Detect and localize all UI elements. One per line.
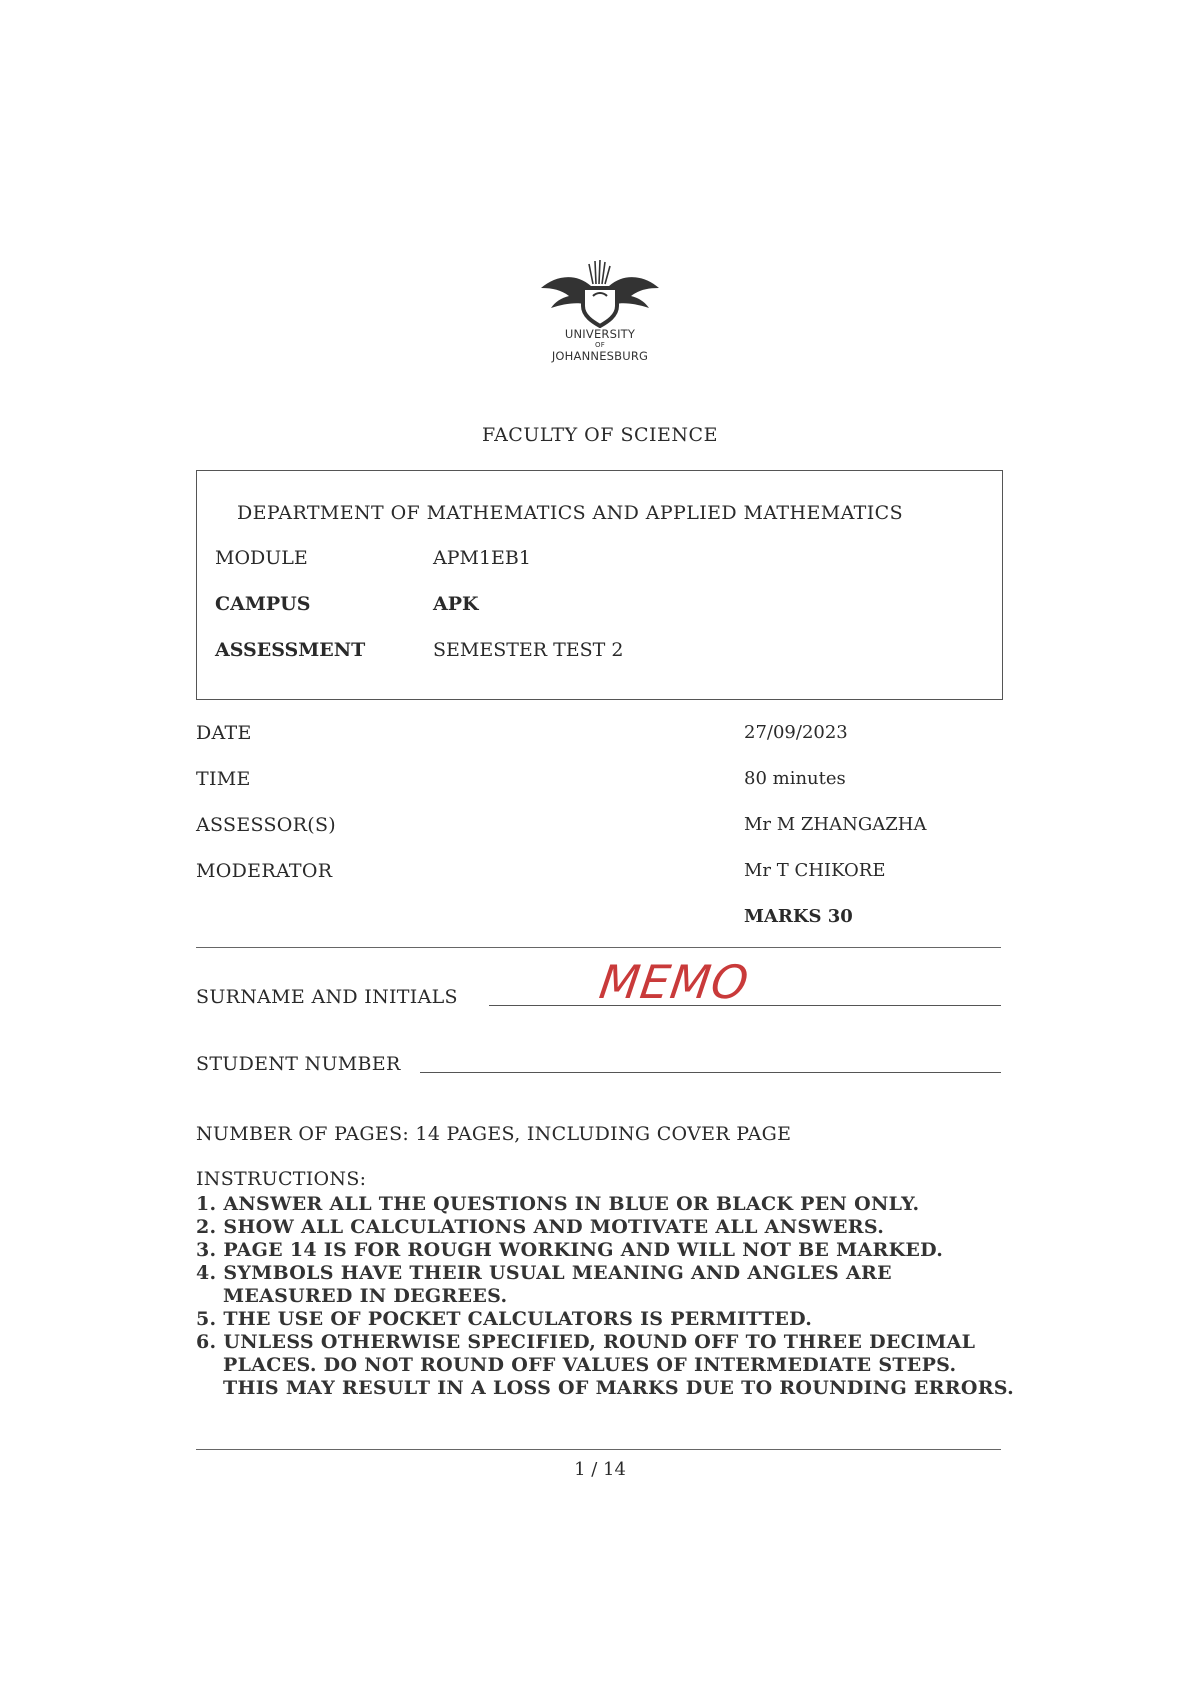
campus-value: APK xyxy=(433,593,479,615)
moderator-value: Mr T CHIKORE xyxy=(744,860,886,881)
instruction-item: 3. PAGE 14 IS FOR ROUGH WORKING AND WILL NOT BE MARKED. xyxy=(196,1239,944,1261)
instruction-item: 1. ANSWER ALL THE QUESTIONS IN BLUE OR BLACK PEN ONLY. xyxy=(196,1193,920,1215)
time-value: 80 minutes xyxy=(744,768,846,789)
instruction-item: 5. THE USE OF POCKET CALCULATORS IS PERMITTED. xyxy=(196,1308,813,1330)
student-number-line[interactable] xyxy=(420,1072,1001,1073)
date-value: 27/09/2023 xyxy=(744,722,848,743)
university-logo xyxy=(530,258,670,384)
module-label: MODULE xyxy=(215,547,308,569)
instruction-item: 2. SHOW ALL CALCULATIONS AND MOTIVATE ALL ANSWERS. xyxy=(196,1216,885,1238)
instructions-heading: INSTRUCTIONS: xyxy=(196,1168,367,1190)
department-title: DEPARTMENT OF MATHEMATICS AND APPLIED MATHEMATICS xyxy=(237,502,904,524)
logo-text-university: UNIVERSITY xyxy=(564,327,636,341)
assessor-label: ASSESSOR(S) xyxy=(196,814,337,836)
instruction-item: 4. SYMBOLS HAVE THEIR USUAL MEANING AND ANGLES ARE MEASURED IN DEGREES. xyxy=(196,1262,892,1307)
assessor-value: Mr M ZHANGAZHA xyxy=(744,814,927,835)
logo-text-johannesburg: JOHANNESBURG xyxy=(551,349,649,363)
assessment-value: SEMESTER TEST 2 xyxy=(433,639,624,661)
module-value: APM1EB1 xyxy=(433,547,531,569)
handwritten-memo: MEMO xyxy=(596,955,753,1009)
time-label: TIME xyxy=(196,768,251,790)
assessment-label: ASSESSMENT xyxy=(215,639,366,661)
moderator-label: MODERATOR xyxy=(196,860,333,882)
divider-top xyxy=(196,947,1001,948)
logo-text-of: OF xyxy=(595,341,605,349)
instructions-list xyxy=(196,1193,1016,1400)
surname-label: SURNAME AND INITIALS xyxy=(196,986,458,1008)
number-of-pages: NUMBER OF PAGES: 14 PAGES, INCLUDING COVER PAGE xyxy=(196,1123,792,1145)
faculty-heading: FACULTY OF SCIENCE xyxy=(482,424,718,446)
date-label: DATE xyxy=(196,722,252,744)
instruction-item: 6. UNLESS OTHERWISE SPECIFIED, ROUND OFF TO THREE DECIMAL PLACES. DO NOT ROUND OFF VALUES OF INTERMEDIATE STEPS. THIS MAY RESULT IN A LOSS OF MARKS DUE TO ROUNDING ERRORS. xyxy=(196,1331,1015,1399)
crest-icon xyxy=(535,258,665,328)
campus-label: CAMPUS xyxy=(215,593,311,615)
department-box xyxy=(196,470,1003,700)
page-number: 1 / 14 xyxy=(574,1459,626,1480)
marks-total: MARKS 30 xyxy=(744,906,853,927)
divider-bottom xyxy=(196,1449,1001,1450)
student-number-label: STUDENT NUMBER xyxy=(196,1053,401,1075)
